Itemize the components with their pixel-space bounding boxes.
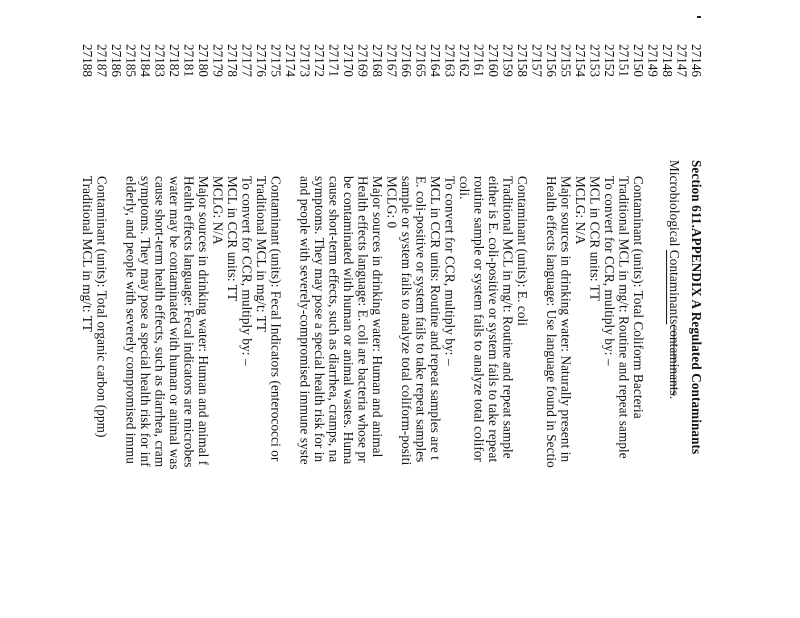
line-number: 27167 [384, 44, 400, 77]
body-line: To convert for CCR, multiply by: – [602, 176, 618, 366]
line-number: 27153 [587, 44, 603, 77]
body-line: To convert for CCR, multiply by: – [442, 176, 458, 366]
line-number: 27169 [355, 44, 371, 77]
line-number: 27163 [442, 44, 458, 77]
line-number: 27184 [138, 44, 154, 77]
line-number: 27174 [283, 44, 299, 77]
subheading-struck: contaminants [667, 324, 683, 396]
body-line: MCLG: 0 [384, 176, 400, 229]
line-number: 27173 [297, 44, 313, 77]
body-line: To convert for CCR, multiply by: – [239, 176, 255, 366]
body-line: elderly, and people with severely compromised immu [123, 176, 139, 464]
body-line: Health effects language: E. coli are bacteria whose pr [355, 176, 371, 463]
line-number: 27160 [486, 44, 502, 77]
line-number: 27157 [529, 44, 545, 77]
body-line: MCL in CCR units: TT [587, 176, 603, 302]
line-number: 27181 [181, 44, 197, 77]
line-number: 27150 [631, 44, 647, 77]
line-number: 27147 [674, 44, 690, 77]
body-line: cause short-term effects, such as diarrhea, cramps, na [326, 176, 342, 463]
line-number: 27146 [689, 44, 705, 77]
body-line: Major sources in drinking water: Naturally present in [558, 176, 574, 463]
line-number: 27185 [123, 44, 139, 77]
line-number: 27155 [558, 44, 574, 77]
line-number: 27180 [196, 44, 212, 77]
section-heading: Section 611.APPENDIX A Regulated Contaminants [689, 160, 705, 455]
body-line: Contaminant (units): Total Coliform Bacteria [631, 176, 647, 419]
line-number: 27168 [370, 44, 386, 77]
line-number: 27172 [312, 44, 328, 77]
body-line: MCLG: N/A [210, 176, 226, 245]
body-line: and people with severely-compromised immune syste [297, 176, 313, 465]
body-line: water may be contaminated with human or animal was [167, 176, 183, 470]
body-line: symptoms. They may pose a special health risk for inf [138, 176, 154, 467]
body-line: Contaminant (units): Total organic carbon (ppm) [94, 176, 110, 438]
line-number: 27178 [225, 44, 241, 77]
body-line: Contaminant (units): Fecal Indicators (enterococci or [268, 176, 284, 462]
scan-speck [697, 16, 701, 18]
line-number: 27183 [152, 44, 168, 77]
line-number: 27162 [457, 44, 473, 77]
microbiological-subheading [668, 160, 681, 399]
subheading-prefix: Microbiological [667, 160, 683, 250]
line-number: 27179 [210, 44, 226, 77]
line-number: 27156 [544, 44, 560, 77]
line-number: 27186 [109, 44, 125, 77]
body-line: Traditional MCL in mg/t: TT [80, 176, 96, 333]
body-line: Health effects language: Use language found in Sectio [544, 176, 560, 468]
line-number: 27176 [254, 44, 270, 77]
line-number: 27158 [515, 44, 531, 77]
body-line: be contaminated with human or animal wastes. Huma [341, 176, 357, 465]
subheading-suffix: . [667, 395, 683, 400]
line-number: 27159 [500, 44, 516, 77]
line-number: 27170 [341, 44, 357, 77]
body-line: cause short-term health effects, such as diarrhea, cram [152, 176, 168, 468]
line-number: 27188 [80, 44, 96, 77]
body-line: Traditional MCL in mg/t: Routine and repeat sample [500, 176, 516, 459]
body-line: MCL in CCR units: TT [225, 176, 241, 302]
body-line: Contaminant (units): E. coli [515, 176, 531, 327]
body-line: routine sample or system fails to analyze total colifor [471, 176, 487, 463]
line-number: 27171 [326, 44, 342, 77]
line-number: 27164 [428, 44, 444, 77]
line-number: 27177 [239, 44, 255, 77]
body-line: symptoms. They may pose a special health risk for in [312, 176, 328, 463]
line-number: 27166 [399, 44, 415, 77]
line-number: 27154 [573, 44, 589, 77]
line-number: 27182 [167, 44, 183, 77]
body-line: MCLG: N/A [573, 176, 589, 245]
line-number: 27149 [645, 44, 661, 77]
body-line: sample or system fails to analyze total coliform-positi [399, 176, 415, 466]
body-line: Health effects language: Fecal indicators are microbes [181, 176, 197, 468]
body-line: Traditional MCL in mg/t: Routine and repeat sample [616, 176, 632, 459]
line-number: 27151 [616, 44, 632, 77]
body-line: Major sources in drinking water: Human and animal f [196, 176, 212, 466]
body-line: Major sources in drinking water: Human and animal [370, 176, 386, 458]
body-line: E. coli-positive or system fails to take repeat samples [413, 176, 429, 463]
subheading-underlined: Contaminants [667, 249, 683, 325]
body-line: either is E. coli-positive or system fails to take repeat [486, 176, 502, 463]
line-number: 27161 [471, 44, 487, 77]
body-line: coli. [457, 176, 473, 200]
line-number: 27148 [660, 44, 676, 77]
line-number: 27165 [413, 44, 429, 77]
body-line: Traditional MCL in mg/t: TT [254, 176, 270, 333]
line-number: 27175 [268, 44, 284, 77]
body-line: MCL in CCR units: Routine and repeat samples are t [428, 176, 444, 460]
line-number: 27152 [602, 44, 618, 77]
line-number: 27187 [94, 44, 110, 77]
